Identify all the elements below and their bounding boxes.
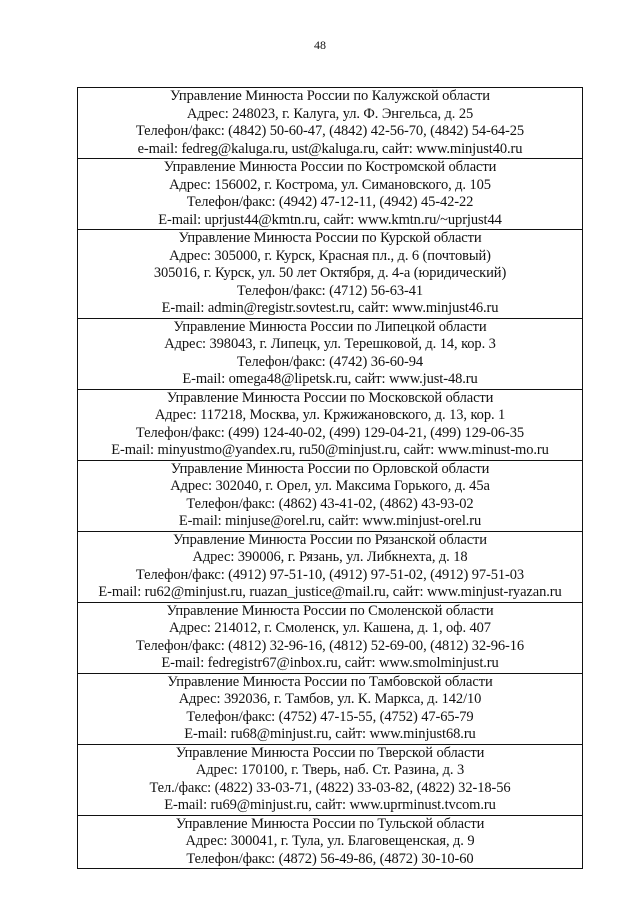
entry-title: Управление Минюста России по Курской области [178, 230, 482, 246]
entry-address: Адрес: 300041, г. Тула, ул. Благовещенская, д. 9 [185, 833, 475, 849]
entry-address: Адрес: 156002, г. Кострома, ул. Симановского, д. 105 [169, 176, 491, 193]
entry-address: Адрес: 302040, г. Орел, ул. Максима Горького, д. 45а [170, 478, 490, 494]
entry-smolensk [78, 603, 582, 674]
entry-phone: Телефон/факс: (4742) 36-60-94 [236, 353, 424, 370]
entry-email: E-mail: uprjust44@kmtn.ru, сайт: www.kmtn.ru/~uprjust44 [158, 211, 502, 228]
entry-address: Адрес: 392036, г. Тамбов, ул. К. Маркса, д. 142/10 [178, 691, 482, 707]
entry-tambov [78, 674, 582, 745]
entry-title: Управление Минюста России по Орловской области [170, 460, 490, 477]
entry-email: E-mail: omega48@lipetsk.ru, сайт: www.just-48.ru [182, 371, 478, 387]
entry-title: Управление Минюста России по Тверской области [175, 744, 485, 761]
entry-orel [78, 461, 582, 532]
entry-title: Управление Минюста России по Липецкой области [173, 318, 487, 335]
entry-title: Управление Минюста России по Тульской области [175, 815, 485, 832]
entry-email: E-mail: ru69@minjust.ru, сайт: www.uprminust.tvcom.ru [164, 797, 496, 813]
entry-email: E-mail: ru68@minjust.ru, сайт: www.minjust68.ru [184, 726, 476, 742]
entry-tver [78, 745, 582, 816]
entry-address: Адрес: 390006, г. Рязань, ул. Либкнехта, д. 18 [192, 549, 468, 565]
entry-address: Адрес: 398043, г. Липецк, ул. Терешковой, д. 14, кор. 3 [164, 336, 496, 352]
entry-phone: Телефон/факс: (4842) 50-60-47, (4842) 42-56-70, (4842) 54-64-25 [135, 123, 525, 139]
entry-phone: Телефон/факс: (4912) 97-51-10, (4912) 97-51-02, (4912) 97-51-03 [135, 566, 525, 583]
entry-email: E-mail: fedregistr67@inbox.ru, сайт: www.smolminjust.ru [161, 655, 499, 671]
contacts-table [77, 87, 583, 869]
entry-email: E-mail: minyustmo@yandex.ru, ru50@minjust.ru, сайт: www.minust-mo.ru [111, 442, 549, 458]
entry-address-legal: 305016, г. Курск, ул. 50 лет Октября, д. 4-а (юридический) [153, 265, 507, 281]
entry-phone: Телефон/факс: (4942) 47-12-11, (4942) 45-42-22 [186, 194, 474, 210]
entry-phone: Телефон/факс: (4862) 43-41-02, (4862) 43-93-02 [186, 495, 474, 512]
entry-email: E-mail: ru62@minjust.ru, ruazan_justice@mail.ru, сайт: www.minjust-ryazan.ru [98, 584, 562, 600]
entry-phone: Телефон/факс: (4812) 32-96-16, (4812) 52-69-00, (4812) 32-96-16 [135, 637, 525, 654]
entry-phone: Телефон/факс: (4752) 47-15-55, (4752) 47-65-79 [186, 708, 474, 725]
entry-title: Управление Минюста России по Калужской области [170, 88, 490, 104]
entry-phone: Телефон/факс: (499) 124-40-02, (499) 129-04-21, (499) 129-06-35 [135, 424, 525, 441]
entry-phone: Тел./факс: (4822) 33-03-71, (4822) 33-03-82, (4822) 32-18-56 [149, 779, 511, 796]
entry-title: Управление Минюста России по Костромской области [163, 159, 497, 175]
entry-email: e-mail: fedreg@kaluga.ru, ust@kaluga.ru, сайт: www.minjust40.ru [137, 140, 523, 157]
entry-address: Адрес: 305000, г. Курск, Красная пл., д. 6 (почтовый) [169, 247, 491, 264]
entry-phone: Телефон/факс: (4712) 56-63-41 [236, 282, 424, 299]
entry-kaluga [78, 88, 582, 159]
entry-title: Управление Минюста России по Рязанской области [173, 531, 487, 548]
entry-address: Адрес: 214012, г. Смоленск, ул. Кашена, д. 1, оф. 407 [169, 620, 491, 636]
entry-tula [78, 816, 582, 870]
entry-ryazan [78, 532, 582, 603]
entry-address: Адрес: 117218, Москва, ул. Кржижановского, д. 13, кор. 1 [154, 407, 506, 423]
entry-title: Управление Минюста России по Тамбовской области [167, 673, 493, 690]
entry-lipetsk [78, 319, 582, 390]
entry-moscow-oblast [78, 390, 582, 461]
entry-title: Управление Минюста России по Московской области [166, 389, 494, 406]
entry-title: Управление Минюста России по Смоленской области [166, 602, 494, 619]
entry-email: E-mail: minjuse@orel.ru, сайт: www.minjust-orel.ru [178, 513, 482, 529]
entry-address: Адрес: 170100, г. Тверь, наб. Ст. Разина, д. 3 [195, 762, 465, 778]
entry-kursk [78, 230, 582, 319]
entry-email: E-mail: admin@registr.sovtest.ru, сайт: www.minjust46.ru [161, 300, 499, 316]
entry-phone: Телефон/факс: (4872) 56-49-86, (4872) 30-10-60 [186, 850, 474, 867]
entry-kostroma [78, 159, 582, 230]
page-number: 48 [314, 38, 326, 52]
entry-address: Адрес: 248023, г. Калуга, ул. Ф. Энгельса, д. 25 [186, 105, 474, 122]
